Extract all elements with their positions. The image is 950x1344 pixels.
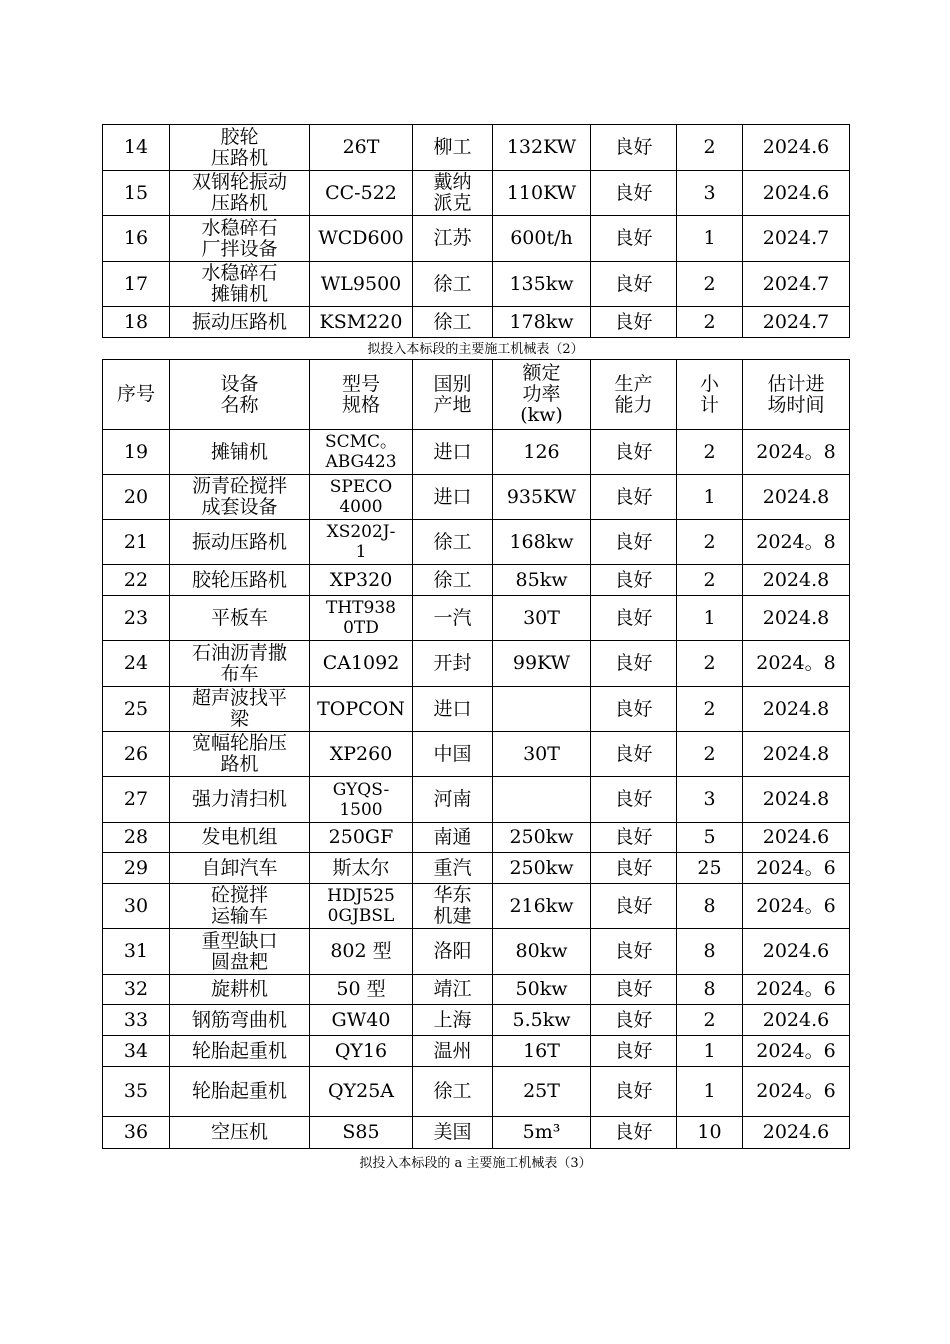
cell-power: 126	[493, 430, 591, 475]
cell-time: 2024.8	[743, 777, 850, 823]
cell-model: CC-522	[310, 171, 413, 216]
cell-capacity: 良好	[591, 1036, 677, 1067]
cell-model: 802 型	[310, 929, 413, 975]
table-row	[103, 732, 850, 777]
table-row	[103, 125, 850, 171]
cell-no: 26	[103, 732, 170, 777]
cell-power: 600t/h	[493, 216, 591, 262]
header-count: 小 计	[677, 360, 743, 430]
cell-no: 14	[103, 125, 170, 171]
cell-count: 2	[677, 430, 743, 475]
cell-name: 轮胎起重机	[170, 1036, 310, 1067]
cell-name: 发电机组	[170, 823, 310, 853]
cell-time: 2024.7	[743, 216, 850, 262]
cell-capacity: 良好	[591, 823, 677, 853]
cell-model: WL9500	[310, 262, 413, 307]
cell-time: 2024.8	[743, 687, 850, 732]
cell-power	[493, 777, 591, 823]
cell-model: TOPCON	[310, 687, 413, 732]
cell-name: 石油沥青撒 布车	[170, 641, 310, 687]
cell-name: 砼搅拌 运输车	[170, 884, 310, 929]
table-row	[103, 216, 850, 262]
table-row	[103, 929, 850, 975]
table-row	[103, 307, 850, 338]
cell-capacity: 良好	[591, 307, 677, 338]
cell-origin: 柳工	[413, 125, 493, 171]
cell-model: 50 型	[310, 975, 413, 1005]
table-row	[103, 884, 850, 929]
cell-origin: 徐工	[413, 307, 493, 338]
cell-model: XP260	[310, 732, 413, 777]
cell-power: 250kw	[493, 853, 591, 884]
cell-origin: 重汽	[413, 853, 493, 884]
cell-time: 2024。6	[743, 1067, 850, 1117]
cell-power: 168kw	[493, 520, 591, 565]
cell-time: 2024。6	[743, 1036, 850, 1067]
cell-count: 1	[677, 475, 743, 520]
cell-origin: 南通	[413, 823, 493, 853]
table-row	[103, 475, 850, 520]
cell-name: 轮胎起重机	[170, 1067, 310, 1117]
table-row	[103, 975, 850, 1005]
cell-model: QY25A	[310, 1067, 413, 1117]
cell-power: 16T	[493, 1036, 591, 1067]
cell-origin: 靖江	[413, 975, 493, 1005]
cell-name: 沥青砼搅拌 成套设备	[170, 475, 310, 520]
cell-power: 250kw	[493, 823, 591, 853]
cell-name: 强力清扫机	[170, 777, 310, 823]
cell-count: 25	[677, 853, 743, 884]
cell-capacity: 良好	[591, 1067, 677, 1117]
table-row	[103, 430, 850, 475]
cell-origin: 进口	[413, 430, 493, 475]
header-row	[103, 360, 850, 430]
table-row	[103, 1117, 850, 1149]
cell-model: GW40	[310, 1005, 413, 1036]
cell-capacity: 良好	[591, 262, 677, 307]
cell-origin: 中国	[413, 732, 493, 777]
cell-no: 18	[103, 307, 170, 338]
cell-origin: 美国	[413, 1117, 493, 1149]
cell-capacity: 良好	[591, 216, 677, 262]
table-row	[103, 262, 850, 307]
table-row	[103, 823, 850, 853]
cell-time: 2024.6	[743, 1117, 850, 1149]
cell-time: 2024.7	[743, 262, 850, 307]
cell-power: 135kw	[493, 262, 591, 307]
cell-name: 胶轮压路机	[170, 565, 310, 596]
cell-power: 80kw	[493, 929, 591, 975]
cell-model: SPECO 4000	[310, 475, 413, 520]
cell-count: 2	[677, 1005, 743, 1036]
cell-no: 21	[103, 520, 170, 565]
table-row	[103, 171, 850, 216]
cell-model: 斯太尔	[310, 853, 413, 884]
table-row	[103, 853, 850, 884]
cell-no: 35	[103, 1067, 170, 1117]
cell-power: 132KW	[493, 125, 591, 171]
header-time: 估计进 场时间	[743, 360, 850, 430]
cell-power: 85kw	[493, 565, 591, 596]
cell-time: 2024.8	[743, 565, 850, 596]
cell-name: 振动压路机	[170, 307, 310, 338]
cell-origin: 温州	[413, 1036, 493, 1067]
cell-time: 2024。8	[743, 430, 850, 475]
cell-origin: 河南	[413, 777, 493, 823]
cell-origin: 徐工	[413, 520, 493, 565]
cell-model: XP320	[310, 565, 413, 596]
table-row	[103, 1005, 850, 1036]
cell-power: 30T	[493, 732, 591, 777]
cell-no: 31	[103, 929, 170, 975]
cell-model: WCD600	[310, 216, 413, 262]
cell-power: 178kw	[493, 307, 591, 338]
cell-no: 23	[103, 596, 170, 641]
cell-model: XS202J- 1	[310, 520, 413, 565]
cell-time: 2024.6	[743, 929, 850, 975]
cell-power: 935KW	[493, 475, 591, 520]
cell-power: 216kw	[493, 884, 591, 929]
cell-time: 2024.6	[743, 1005, 850, 1036]
cell-capacity: 良好	[591, 777, 677, 823]
cell-model: CA1092	[310, 641, 413, 687]
cell-name: 空压机	[170, 1117, 310, 1149]
table-row	[103, 687, 850, 732]
cell-time: 2024。8	[743, 641, 850, 687]
cell-name: 摊铺机	[170, 430, 310, 475]
table-row	[103, 565, 850, 596]
cell-name: 胶轮 压路机	[170, 125, 310, 171]
cell-model: GYQS- 1500	[310, 777, 413, 823]
cell-model: S85	[310, 1117, 413, 1149]
header-no: 序号	[103, 360, 170, 430]
cell-name: 重型缺口 圆盘耙	[170, 929, 310, 975]
cell-count: 2	[677, 565, 743, 596]
cell-name: 超声波找平 梁	[170, 687, 310, 732]
table-caption-2: 拟投入本标段的主要施工机械表（2）	[367, 342, 584, 357]
cell-origin: 开封	[413, 641, 493, 687]
cell-count: 5	[677, 823, 743, 853]
cell-power: 50kw	[493, 975, 591, 1005]
cell-name: 宽幅轮胎压 路机	[170, 732, 310, 777]
cell-power: 99KW	[493, 641, 591, 687]
cell-time: 2024.7	[743, 307, 850, 338]
cell-no: 29	[103, 853, 170, 884]
header-model: 型号 规格	[310, 360, 413, 430]
cell-capacity: 良好	[591, 929, 677, 975]
cell-no: 22	[103, 565, 170, 596]
cell-no: 25	[103, 687, 170, 732]
header-origin: 国别 产地	[413, 360, 493, 430]
cell-capacity: 良好	[591, 475, 677, 520]
cell-origin: 徐工	[413, 565, 493, 596]
cell-no: 28	[103, 823, 170, 853]
cell-no: 36	[103, 1117, 170, 1149]
cell-no: 34	[103, 1036, 170, 1067]
cell-capacity: 良好	[591, 687, 677, 732]
cell-count: 8	[677, 975, 743, 1005]
equipment-table-part-2	[102, 359, 850, 1149]
cell-no: 17	[103, 262, 170, 307]
cell-no: 24	[103, 641, 170, 687]
cell-time: 2024。6	[743, 884, 850, 929]
cell-power: 5m³	[493, 1117, 591, 1149]
cell-count: 1	[677, 596, 743, 641]
cell-count: 2	[677, 125, 743, 171]
cell-count: 2	[677, 732, 743, 777]
cell-model: SCMC。 ABG423	[310, 430, 413, 475]
cell-capacity: 良好	[591, 1117, 677, 1149]
cell-time: 2024。6	[743, 975, 850, 1005]
cell-count: 8	[677, 884, 743, 929]
cell-time: 2024.8	[743, 732, 850, 777]
cell-capacity: 良好	[591, 125, 677, 171]
cell-origin: 洛阳	[413, 929, 493, 975]
cell-no: 16	[103, 216, 170, 262]
cell-name: 水稳碎石 摊铺机	[170, 262, 310, 307]
cell-no: 20	[103, 475, 170, 520]
cell-count: 1	[677, 1036, 743, 1067]
cell-capacity: 良好	[591, 171, 677, 216]
cell-origin: 徐工	[413, 1067, 493, 1117]
cell-origin: 进口	[413, 475, 493, 520]
cell-capacity: 良好	[591, 430, 677, 475]
cell-count: 2	[677, 687, 743, 732]
cell-time: 2024.6	[743, 823, 850, 853]
cell-no: 15	[103, 171, 170, 216]
table-row	[103, 596, 850, 641]
table-row	[103, 1036, 850, 1067]
cell-model: QY16	[310, 1036, 413, 1067]
table-caption-3: 拟投入本标段的 a 主要施工机械表（3）	[359, 1156, 592, 1171]
table-row	[103, 777, 850, 823]
cell-power	[493, 687, 591, 732]
cell-capacity: 良好	[591, 853, 677, 884]
cell-model: HDJ525 0GJBSL	[310, 884, 413, 929]
table-row	[103, 520, 850, 565]
cell-no: 33	[103, 1005, 170, 1036]
cell-no: 32	[103, 975, 170, 1005]
cell-capacity: 良好	[591, 641, 677, 687]
cell-origin: 徐工	[413, 262, 493, 307]
cell-capacity: 良好	[591, 732, 677, 777]
cell-name: 水稳碎石 厂拌设备	[170, 216, 310, 262]
cell-count: 3	[677, 777, 743, 823]
cell-name: 振动压路机	[170, 520, 310, 565]
table-row	[103, 641, 850, 687]
cell-origin: 进口	[413, 687, 493, 732]
cell-origin: 华东 机建	[413, 884, 493, 929]
header-capacity: 生产 能力	[591, 360, 677, 430]
cell-model: THT938 0TD	[310, 596, 413, 641]
cell-origin: 一汽	[413, 596, 493, 641]
cell-count: 2	[677, 307, 743, 338]
cell-power: 110KW	[493, 171, 591, 216]
cell-origin: 上海	[413, 1005, 493, 1036]
cell-time: 2024.8	[743, 475, 850, 520]
cell-origin: 江苏	[413, 216, 493, 262]
cell-model: KSM220	[310, 307, 413, 338]
cell-capacity: 良好	[591, 975, 677, 1005]
cell-capacity: 良好	[591, 565, 677, 596]
cell-time: 2024.6	[743, 125, 850, 171]
cell-count: 2	[677, 641, 743, 687]
cell-name: 双钢轮振动 压路机	[170, 171, 310, 216]
cell-power: 25T	[493, 1067, 591, 1117]
cell-no: 27	[103, 777, 170, 823]
cell-count: 10	[677, 1117, 743, 1149]
cell-name: 自卸汽车	[170, 853, 310, 884]
cell-time: 2024.8	[743, 596, 850, 641]
cell-name: 钢筋弯曲机	[170, 1005, 310, 1036]
cell-count: 2	[677, 262, 743, 307]
cell-name: 平板车	[170, 596, 310, 641]
cell-count: 2	[677, 520, 743, 565]
cell-time: 2024。8	[743, 520, 850, 565]
header-power: 额定 功率 (kw)	[493, 360, 591, 430]
cell-count: 1	[677, 216, 743, 262]
cell-capacity: 良好	[591, 1005, 677, 1036]
cell-time: 2024。6	[743, 853, 850, 884]
cell-name: 旋耕机	[170, 975, 310, 1005]
cell-count: 8	[677, 929, 743, 975]
cell-origin: 戴纳 派克	[413, 171, 493, 216]
header-name: 设备 名称	[170, 360, 310, 430]
cell-capacity: 良好	[591, 520, 677, 565]
cell-model: 26T	[310, 125, 413, 171]
cell-no: 19	[103, 430, 170, 475]
cell-no: 30	[103, 884, 170, 929]
cell-capacity: 良好	[591, 884, 677, 929]
cell-count: 3	[677, 171, 743, 216]
cell-time: 2024.6	[743, 171, 850, 216]
equipment-table-part-1	[102, 124, 850, 338]
cell-model: 250GF	[310, 823, 413, 853]
cell-power: 30T	[493, 596, 591, 641]
cell-count: 1	[677, 1067, 743, 1117]
cell-power: 5.5kw	[493, 1005, 591, 1036]
table-row	[103, 1067, 850, 1117]
cell-capacity: 良好	[591, 596, 677, 641]
